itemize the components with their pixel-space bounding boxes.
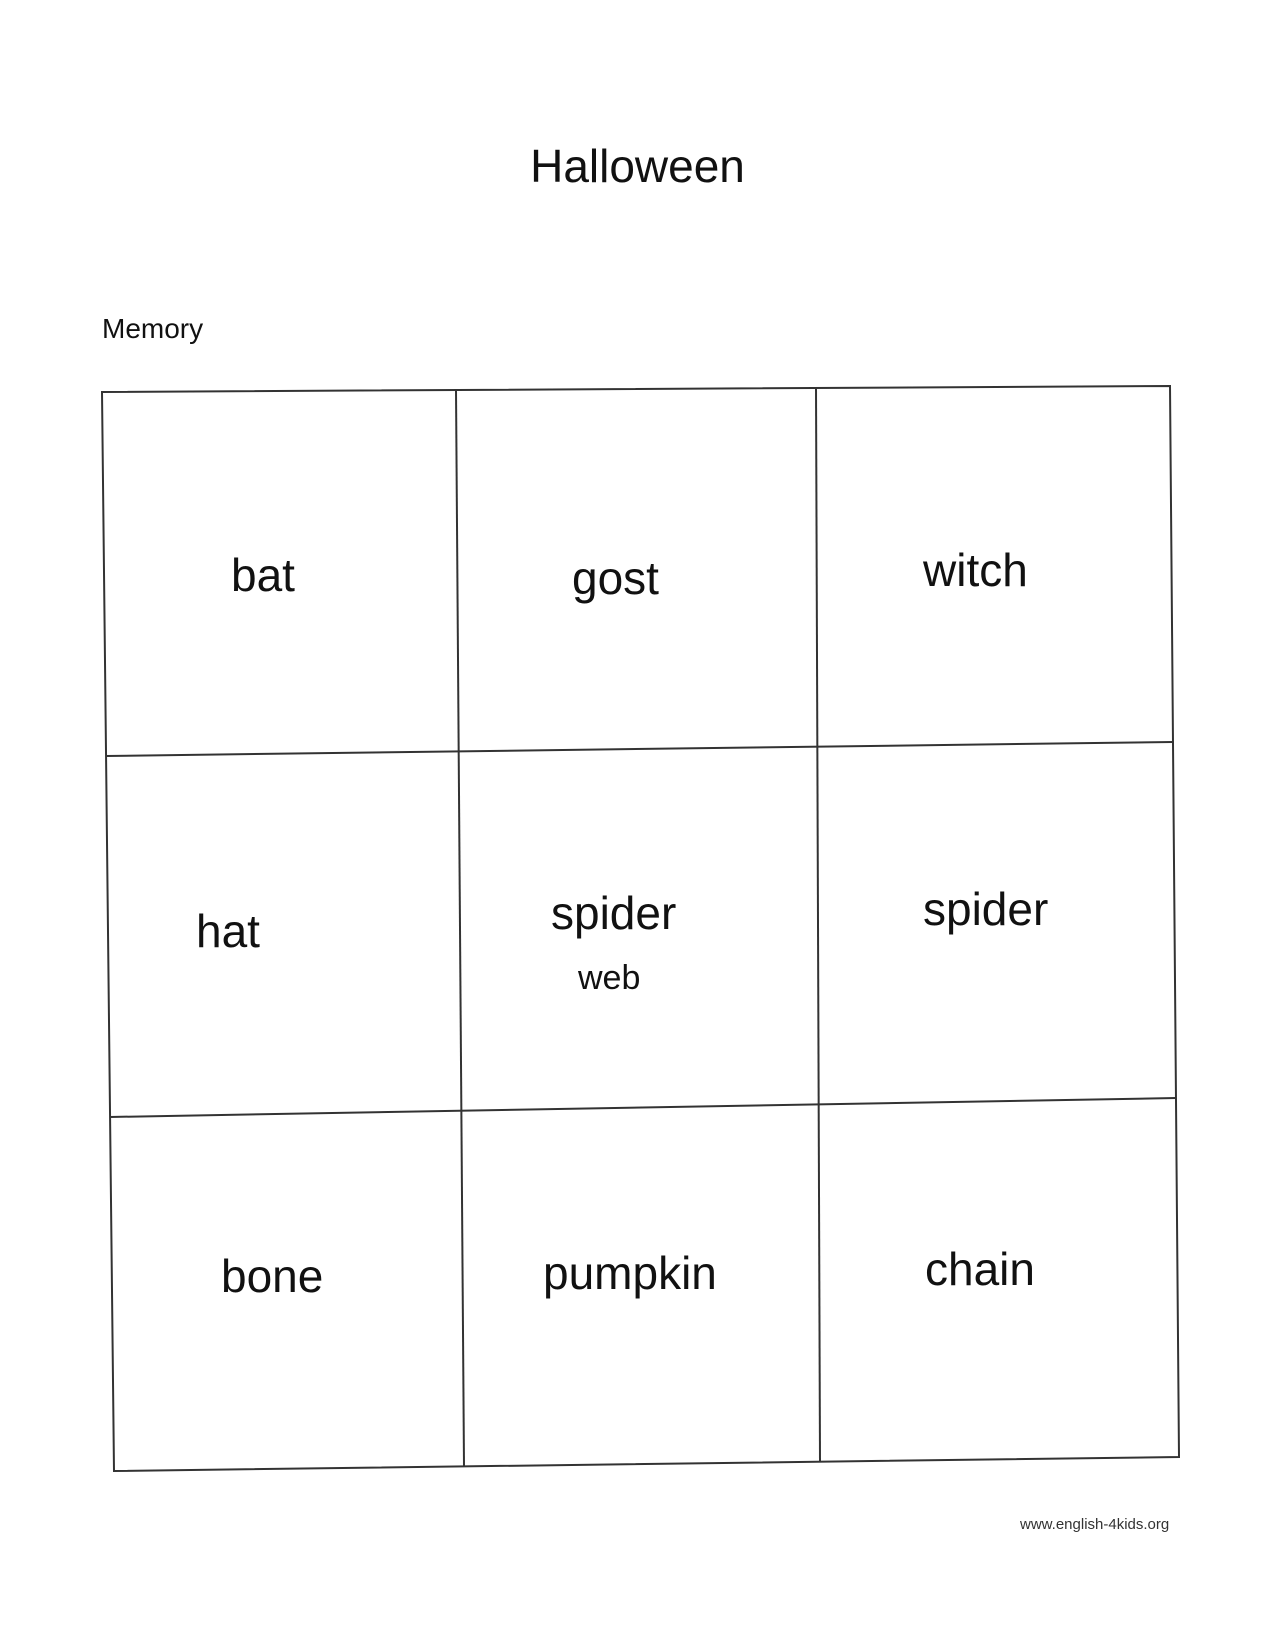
activity-label: Memory xyxy=(102,313,204,344)
grid-divider-vertical-1 xyxy=(456,390,464,1466)
card-bone[interactable]: bone xyxy=(221,1250,324,1302)
card-pumpkin[interactable]: pumpkin xyxy=(543,1247,717,1299)
grid-divider-horizontal-2 xyxy=(110,1098,1176,1117)
card-spider-web-line2: web xyxy=(578,959,641,997)
card-hat[interactable]: hat xyxy=(196,905,260,957)
card-chain[interactable]: chain xyxy=(925,1243,1035,1295)
page-title: Halloween xyxy=(530,140,745,192)
grid-divider-horizontal-1 xyxy=(106,742,1173,756)
card-spider-web[interactable]: spider xyxy=(551,887,677,939)
card-spider[interactable]: spider xyxy=(923,883,1049,935)
grid-divider-vertical-2 xyxy=(816,387,820,1461)
card-bat[interactable]: bat xyxy=(231,549,295,601)
card-gost[interactable]: gost xyxy=(572,552,659,604)
card-witch[interactable]: witch xyxy=(923,544,1028,596)
website-footer: www.english-4kids.org xyxy=(1020,1516,1170,1533)
